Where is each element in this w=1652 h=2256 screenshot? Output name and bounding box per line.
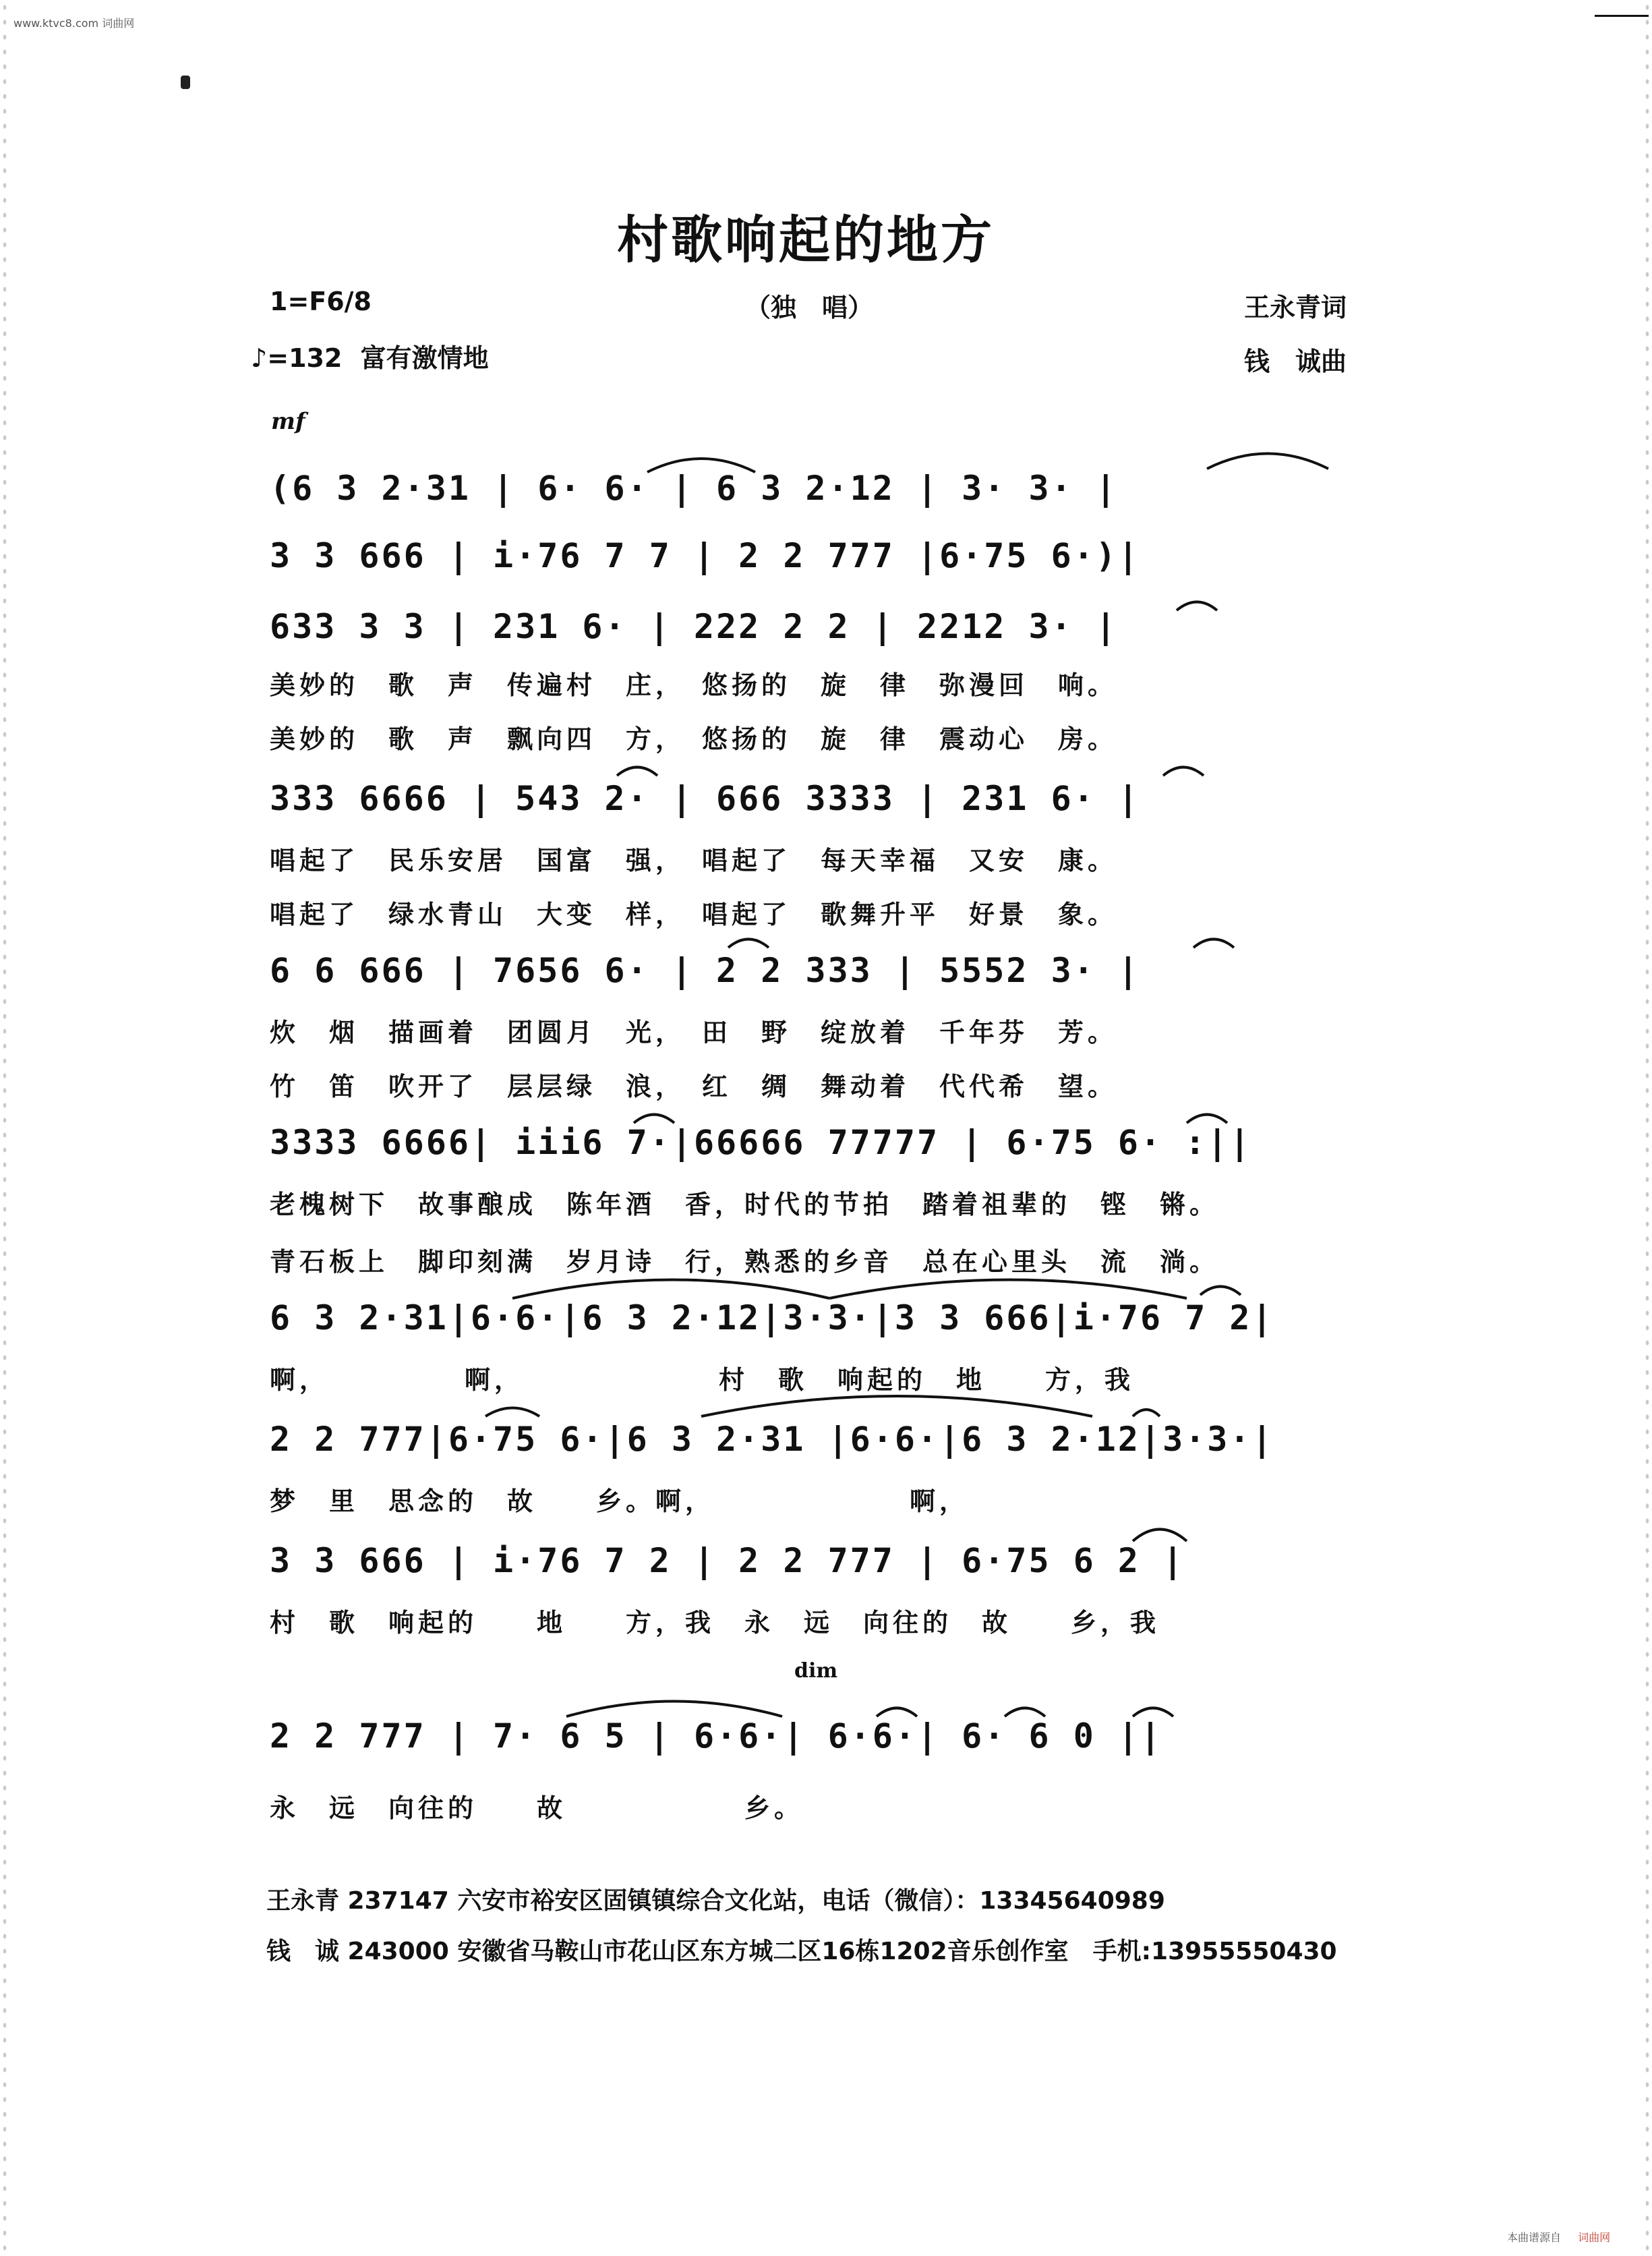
lyric-line-10: 永 远 向往的 故 乡。	[270, 1793, 804, 1823]
performance-type: （独 唱）	[745, 293, 874, 322]
lyric-line-6-verse-2: 青石板上 脚印刻满 岁月诗 行，熟悉的乡音 总在心里头 流 淌。	[270, 1247, 1220, 1277]
notation-line-6: 3333 6666| iii6 7·|66666 77777 | 6·75 6· :||	[270, 1123, 1252, 1162]
footer-composer-contact: 钱 诚 243000 安徽省马鞍山市花山区东方城二区16栋1202音乐创作室 手机:13955550430	[266, 1938, 1337, 1965]
dynamic-marking-mf: mf	[271, 408, 305, 435]
watermark-top: www.ktvc8.com 词曲网	[13, 17, 135, 30]
lyric-line-5-verse-1: 炊 烟 描画着 团圆月 光， 田 野 绽放着 千年芬 芳。	[270, 1018, 1118, 1047]
song-title: 村歌响起的地方	[617, 210, 995, 270]
lyric-line-4-verse-2: 唱起了 绿水青山 大变 样， 唱起了 歌舞升平 好景 象。	[270, 900, 1118, 929]
lyric-line-9: 村 歌 响起的 地 方，我 永 远 向往的 故 乡，我	[270, 1608, 1160, 1638]
key-signature: 1=F6/8	[270, 287, 372, 316]
notation-line-2: 3 3 666 | i·76 7 7 | 2 2 777 |6·75 6·)|	[270, 536, 1140, 575]
footer-lyricist-contact: 王永青 237147 六安市裕安区固镇镇综合文化站，电话（微信）：13345640989	[266, 1887, 1165, 1915]
lyric-line-6-verse-1: 老槐树下 故事酿成 陈年酒 香，时代的节拍 踏着祖辈的 铿 锵。	[270, 1190, 1220, 1219]
composer: 钱 诚曲	[1244, 347, 1347, 376]
notation-line-4: 333 6666 | 543 2· | 666 3333 | 231 6· |	[270, 779, 1140, 818]
tempo-value: =132	[267, 343, 343, 373]
notation-line-8: 2 2 777|6·75 6·|6 3 2·31 |6·6·|6 3 2·12|3·3·|	[270, 1420, 1274, 1459]
lyricist: 王永青词	[1244, 293, 1347, 322]
notation-line-3: 633 3 3 | 231 6· | 222 2 2 | 2212 3· |	[270, 607, 1118, 646]
dynamic-marking-dim: dim	[794, 1659, 838, 1683]
notation-line-7: 6 3 2·31|6·6·|6 3 2·12|3·3·|3 3 666|i·76 7 2|	[270, 1298, 1274, 1337]
lyric-line-5-verse-2: 竹 笛 吹开了 层层绿 浪， 红 绸 舞动着 代代希 望。	[270, 1072, 1118, 1101]
notation-line-5: 6 6 666 | 7656 6· | 2 2 333 | 5552 3· |	[270, 951, 1140, 990]
note-symbol-icon: ♪	[251, 343, 268, 373]
lyric-line-8: 梦 里 思念的 故 乡。啊， 啊，	[270, 1486, 970, 1516]
lyric-line-4-verse-1: 唱起了 民乐安居 国富 强， 唱起了 每天幸福 又安 康。	[270, 846, 1118, 875]
watermark-bottom-text: 本曲谱源自	[1507, 2231, 1562, 2244]
expression-text: 富有激情地	[360, 343, 489, 373]
notation-line-9: 3 3 666 | i·76 7 2 | 2 2 777 | 6·75 6 2 |	[270, 1541, 1185, 1580]
notation-line-10: 2 2 777 | 7· 6 5 | 6·6·| 6·6·| 6· 6 0 ||	[270, 1716, 1163, 1756]
watermark-bottom-brand: 词曲网	[1578, 2231, 1611, 2244]
lyric-line-3-verse-2: 美妙的 歌 声 飘向四 方， 悠扬的 旋 律 震动心 房。	[270, 724, 1118, 754]
lyric-line-7: 啊， 啊， 村 歌 响起的 地 方，我	[270, 1365, 1135, 1395]
notation-line-1: (6 3 2·31 | 6· 6· | 6 3 2·12 | 3· 3· |	[270, 469, 1118, 508]
lyric-line-3-verse-1: 美妙的 歌 声 传遍村 庄， 悠扬的 旋 律 弥漫回 响。	[270, 670, 1118, 700]
watermark-bottom	[1507, 2229, 1610, 2245]
